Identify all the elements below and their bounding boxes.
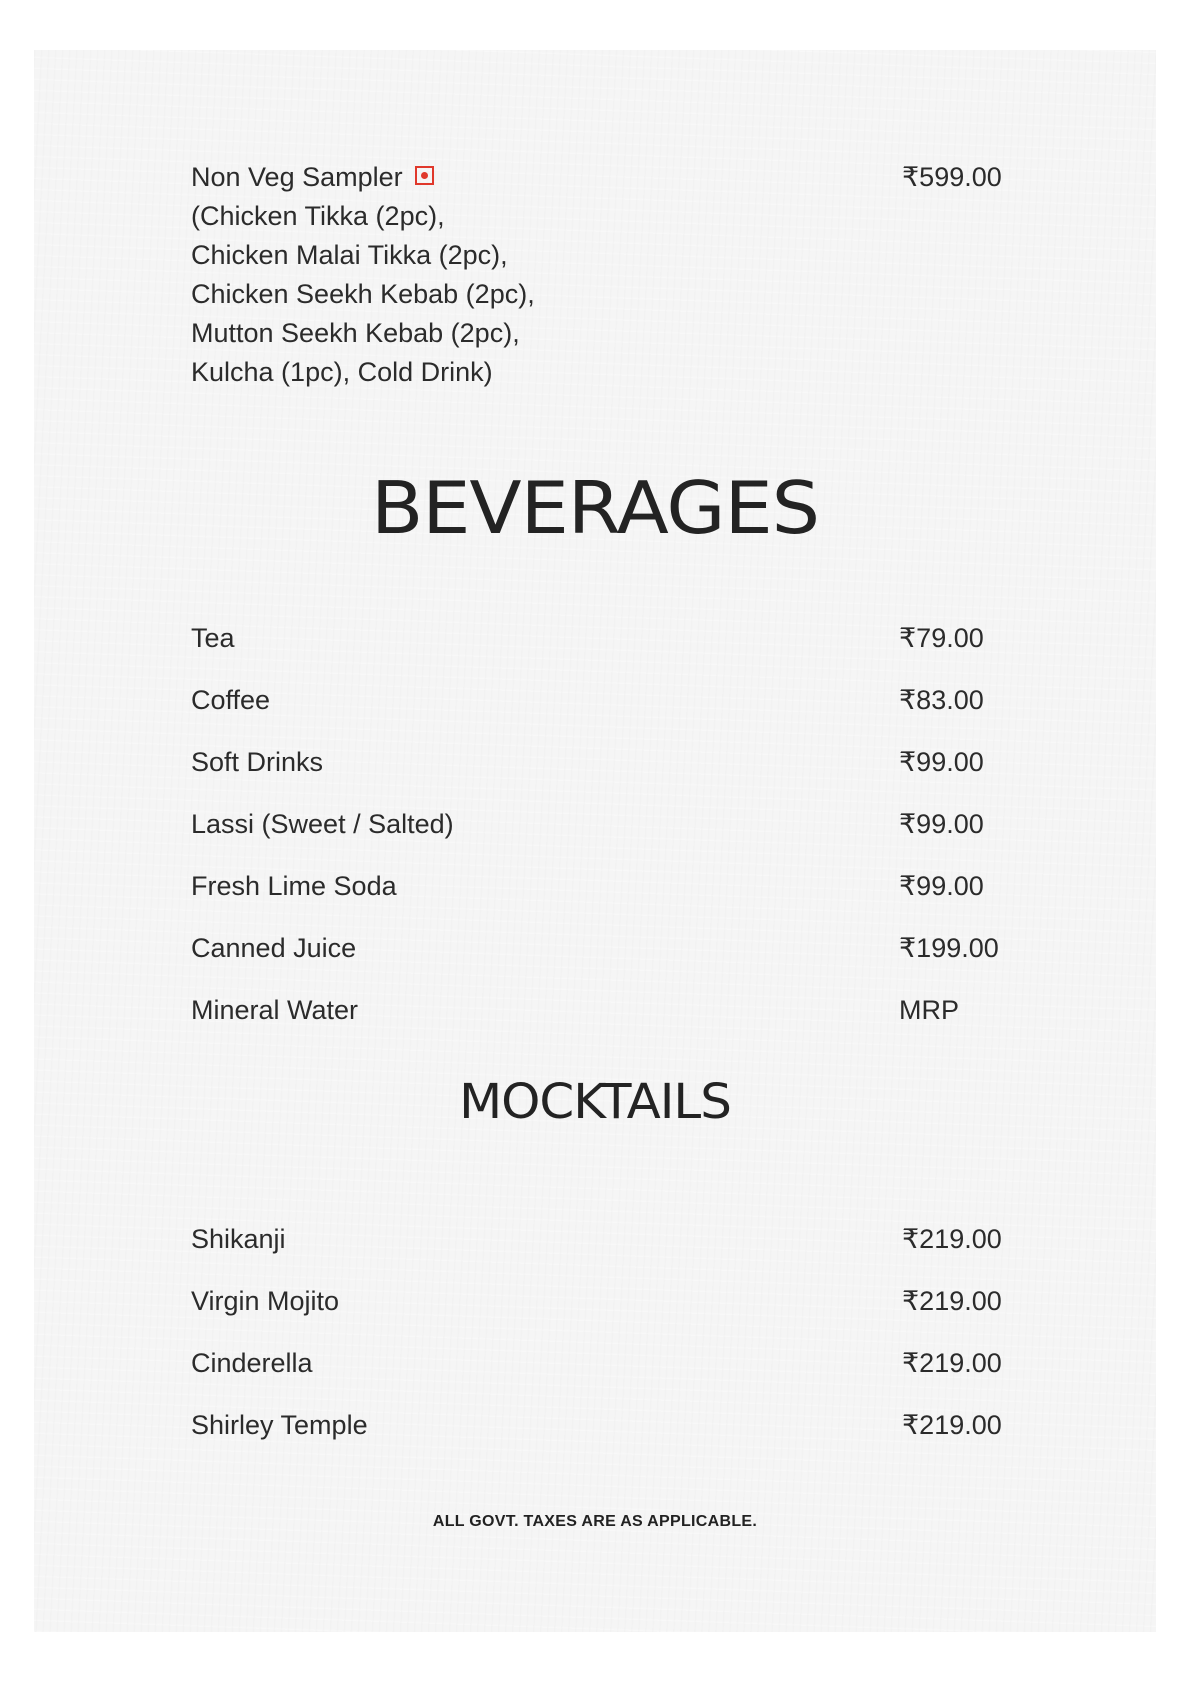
menu-item (191, 1343, 1011, 1383)
sampler-price: ₹599.00 (902, 162, 1002, 192)
item-name: Tea (191, 623, 235, 653)
menu-item (191, 1405, 1011, 1445)
item-name: Virgin Mojito (191, 1286, 340, 1316)
item-price: ₹83.00 (899, 685, 984, 715)
sampler-detail: Chicken Seekh Kebab (2pc), (191, 279, 535, 309)
menu-item (191, 742, 1011, 782)
item-name: Canned Juice (191, 933, 357, 963)
item-name: Cinderella (191, 1348, 313, 1378)
item-name: Fresh Lime Soda (191, 871, 397, 901)
item-price: ₹99.00 (899, 809, 984, 839)
item-price: ₹219.00 (902, 1286, 1002, 1316)
item-price: MRP (899, 995, 959, 1025)
mocktails-heading: MOCKTAILS (459, 1074, 731, 1130)
non-veg-sampler-item (191, 158, 1011, 392)
item-name: Mineral Water (191, 995, 359, 1025)
item-price: ₹219.00 (902, 1348, 1002, 1378)
menu-item (191, 928, 1011, 968)
item-name: Coffee (191, 685, 271, 715)
menu-item (191, 618, 1011, 658)
menu-item (191, 680, 1011, 720)
tax-note: ALL GOVT. TAXES ARE AS APPLICABLE. (432, 1513, 758, 1530)
item-price: ₹219.00 (902, 1410, 1002, 1440)
item-price: ₹99.00 (899, 871, 984, 901)
menu-item (191, 804, 1011, 844)
item-price: ₹219.00 (902, 1224, 1002, 1254)
beverages-heading: BEVERAGES (370, 466, 820, 550)
sampler-detail: Chicken Malai Tikka (2pc), (191, 240, 508, 270)
item-name: Lassi (Sweet / Salted) (191, 809, 454, 839)
item-price: ₹199.00 (899, 933, 999, 963)
sampler-detail: (Chicken Tikka (2pc), (191, 201, 445, 231)
sampler-detail: Kulcha (1pc), Cold Drink) (191, 357, 493, 387)
sampler-name: Non Veg Sampler (191, 162, 403, 192)
non-veg-symbol-icon (415, 166, 434, 185)
item-name: Shirley Temple (191, 1410, 368, 1440)
menu-item (191, 1281, 1011, 1321)
item-price: ₹99.00 (899, 747, 984, 777)
menu-item (191, 866, 1011, 906)
menu-item (191, 990, 1011, 1030)
menu-item (191, 1219, 1011, 1259)
item-name: Shikanji (191, 1224, 286, 1254)
item-price: ₹79.00 (899, 623, 984, 653)
item-name: Soft Drinks (191, 747, 324, 777)
sampler-detail: Mutton Seekh Kebab (2pc), (191, 318, 520, 348)
